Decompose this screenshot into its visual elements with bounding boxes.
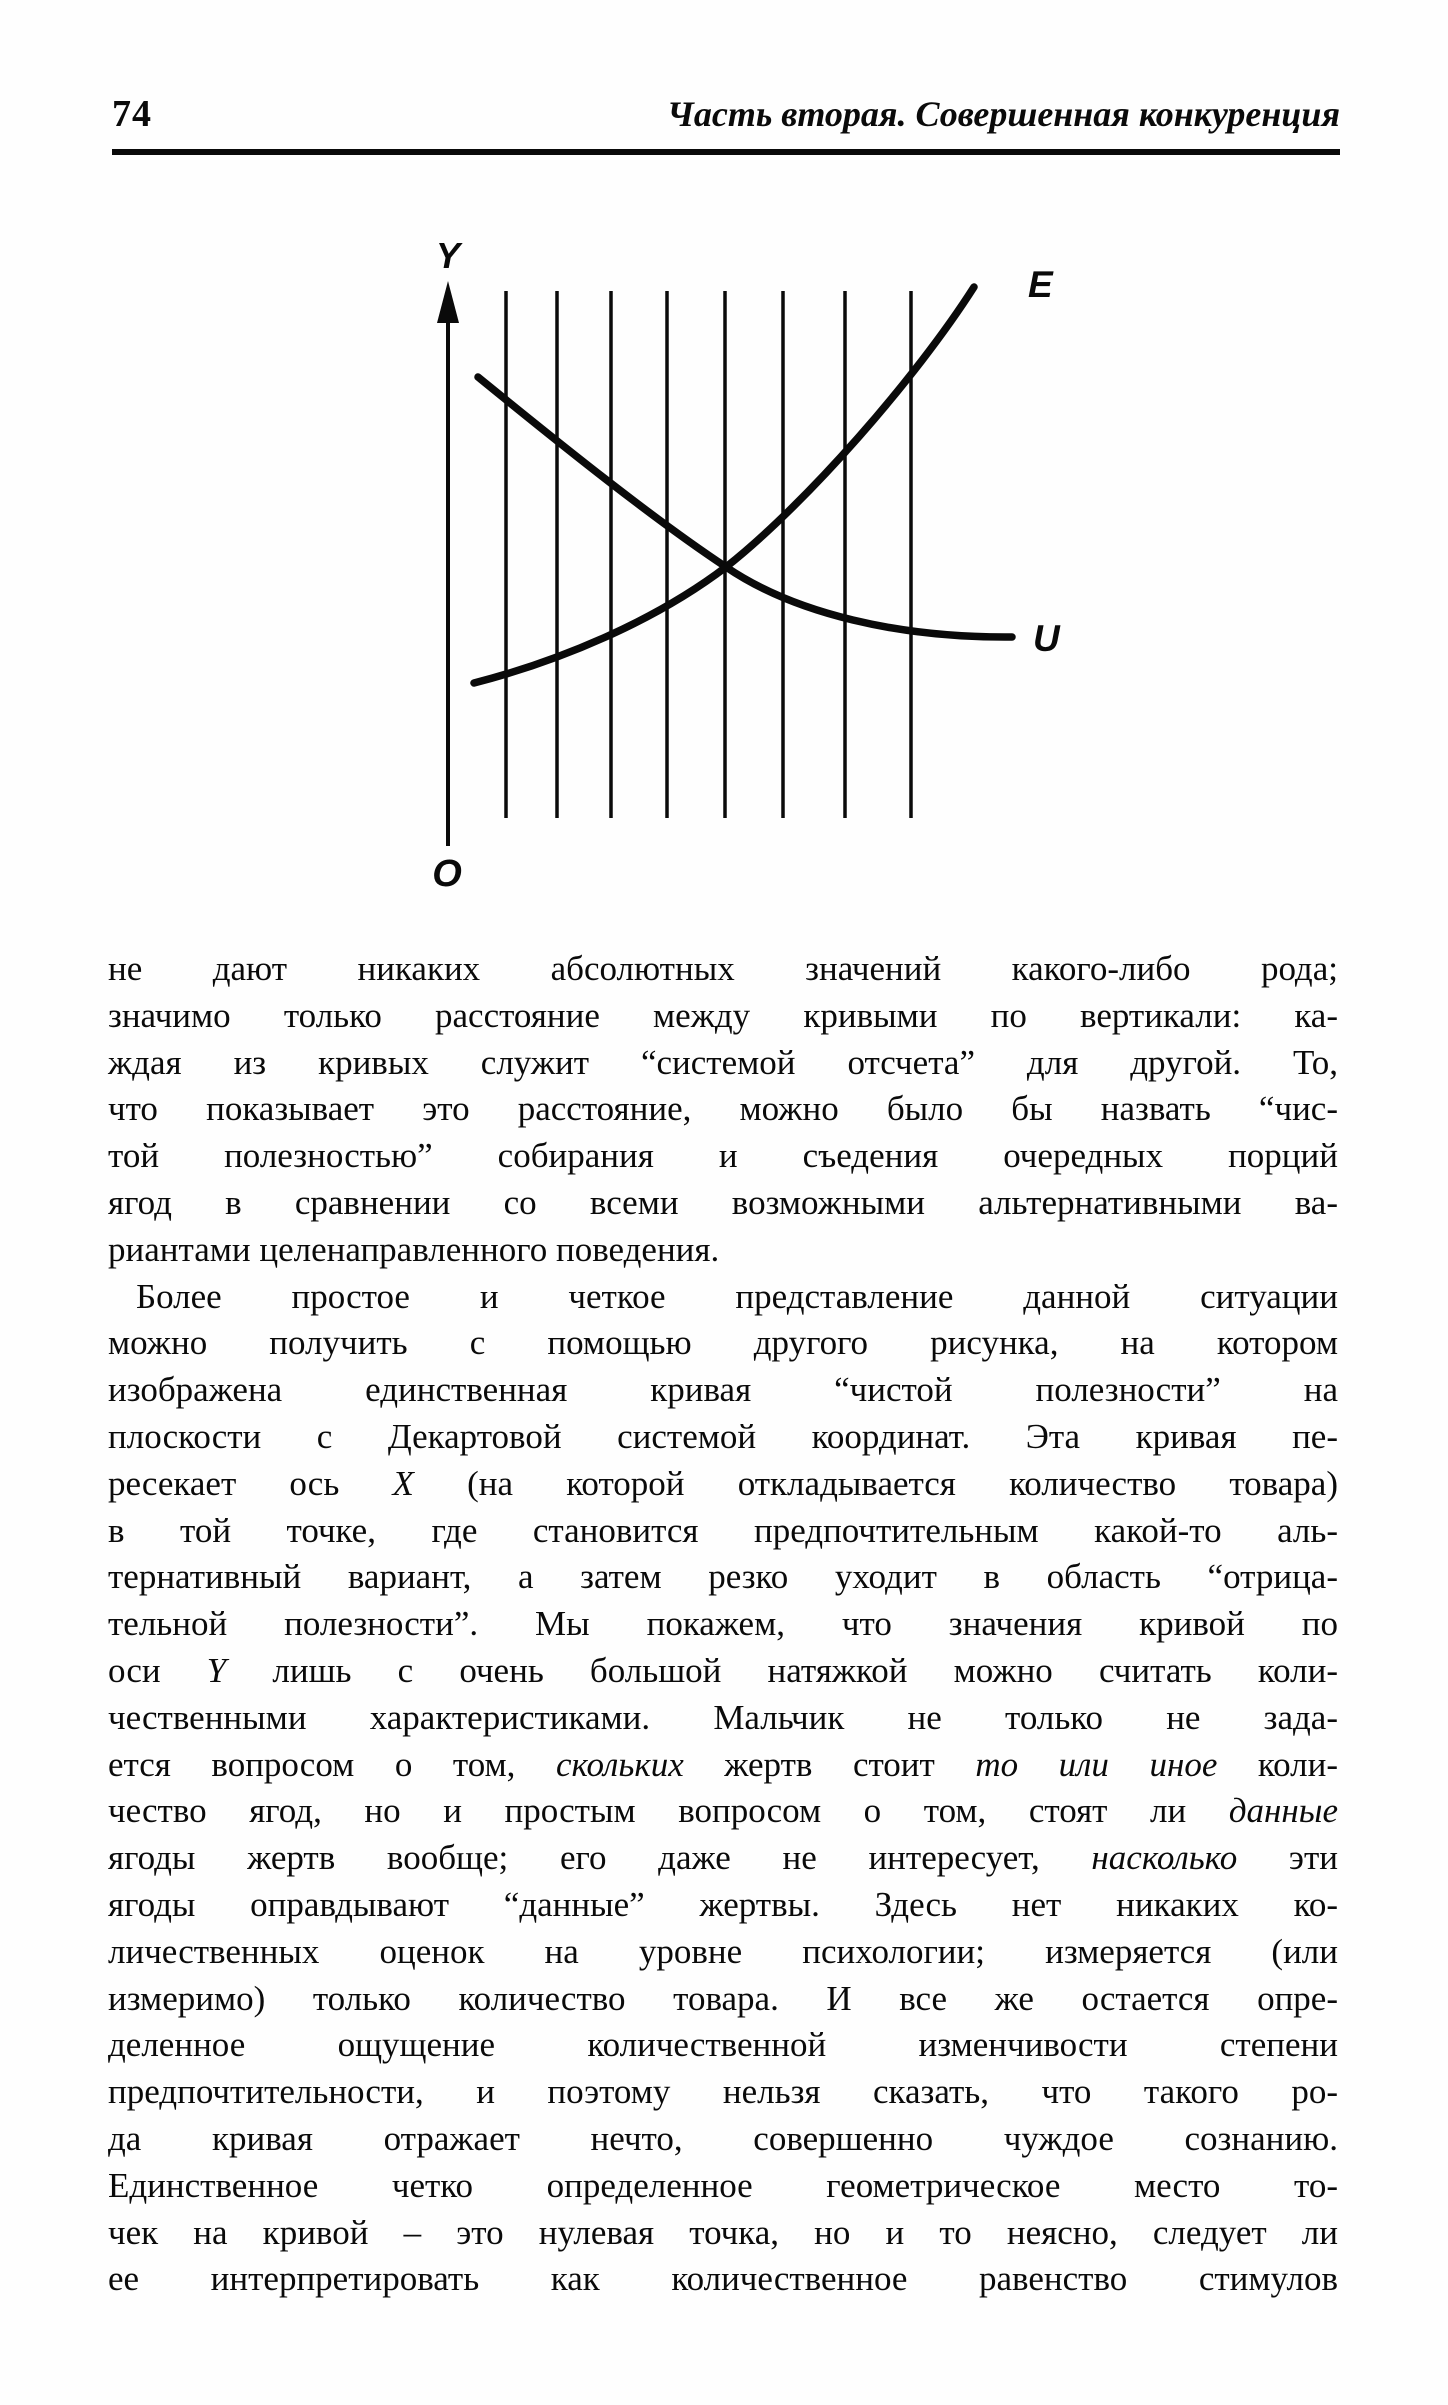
italic-text: скольких — [555, 1744, 684, 1784]
text: лишь с очень большой натяжкой можно считать коли- — [226, 1650, 1338, 1690]
text: личественных оценок на уровне психологии; измеряется (или — [108, 1931, 1338, 1971]
text: риантами целенаправленного поведения. — [108, 1229, 720, 1269]
text-line — [108, 1086, 1338, 1133]
text: плоскости с Декартовой системой координат. Эта кривая пе- — [108, 1416, 1338, 1456]
text-line — [108, 1414, 1338, 1461]
text-line — [108, 1695, 1338, 1742]
text: предпочтительности, и поэтому нельзя сказать, что такого ро- — [108, 2072, 1338, 2112]
italic-text: то или иное — [975, 1744, 1218, 1784]
body-text — [108, 946, 1338, 2303]
axis-label-y: Y — [435, 235, 461, 276]
text-line — [108, 2069, 1338, 2116]
header-rule — [112, 149, 1340, 155]
text-line — [108, 2022, 1338, 2069]
text: не дают никаких абсолютных значений какого-либо рода; — [108, 949, 1338, 988]
text-line — [108, 2116, 1338, 2163]
origin-label: O — [432, 853, 462, 895]
text: ягоды жертв вообще; его даже не интересует, — [108, 1838, 1092, 1878]
text: в той точке, где становится предпочтительным какой-то аль- — [108, 1510, 1338, 1550]
text-line — [108, 1976, 1338, 2023]
text: жертв стоит — [683, 1744, 976, 1784]
text: эти — [1237, 1838, 1338, 1878]
text-line — [108, 1461, 1338, 1508]
text: коли- — [1217, 1744, 1338, 1784]
y-axis-arrow-icon — [437, 281, 459, 323]
text: той полезностью” собирания и съедения очередных порций — [108, 1136, 1338, 1176]
italic-text: X — [392, 1463, 414, 1503]
text-line — [108, 2256, 1338, 2303]
text: ресекает ось — [108, 1463, 393, 1503]
text: тернативный вариант, а затем резко уходит в область “отрица- — [108, 1557, 1338, 1597]
text-line — [108, 1367, 1338, 1414]
text: измеримо) только количество товара. И все же остается опре- — [108, 1978, 1338, 2018]
text-line — [108, 1601, 1338, 1648]
text-line — [108, 1133, 1338, 1180]
text-line — [108, 1882, 1338, 1929]
text-line — [108, 1320, 1338, 1367]
text: Более простое и четкое представление данной ситуации — [136, 1276, 1338, 1316]
text-line — [108, 1742, 1338, 1789]
text-line — [108, 1648, 1338, 1695]
text-line — [108, 1508, 1338, 1555]
text: значимо только расстояние между кривыми по вертикали: ка- — [108, 995, 1338, 1035]
text: ее интерпретировать как количественное равенство стимулов — [108, 2259, 1338, 2299]
italic-text: Y — [206, 1650, 227, 1690]
text-line — [108, 1835, 1338, 1882]
text: ягод в сравнении со всеми возможными альтернативными ва- — [108, 1182, 1338, 1222]
italic-text: данные — [1228, 1791, 1338, 1831]
text: тельной полезности”. Мы покажем, что значения кривой по — [108, 1604, 1338, 1644]
page-header — [112, 92, 1340, 136]
text-line — [108, 1929, 1338, 1976]
text-line — [108, 1274, 1338, 1321]
text: да кривая отражает нечто, совершенно чуждое сознанию. — [108, 2118, 1338, 2158]
page-number: 74 — [112, 93, 152, 135]
text: можно получить с помощью другого рисунка, на котором — [108, 1323, 1338, 1363]
text-line — [108, 1554, 1338, 1601]
text-line — [108, 1180, 1338, 1227]
curve-label-u: U — [1033, 618, 1060, 659]
text-line — [108, 2210, 1338, 2257]
utility-curves-figure — [410, 230, 1090, 895]
text: чественными характеристиками. Мальчик не только не зада- — [108, 1697, 1338, 1737]
text: Единственное четко определенное геометрическое место то- — [108, 2165, 1338, 2205]
running-header: Часть вторая. Совершенная конкуренция — [666, 94, 1340, 134]
text: (на которой откладывается количество товара) — [413, 1463, 1338, 1503]
text: деленное ощущение количественной изменчивости степени — [108, 2025, 1338, 2065]
text: оси — [108, 1650, 207, 1690]
text-line — [108, 1040, 1338, 1087]
text-line — [108, 1788, 1338, 1835]
text-line — [108, 993, 1338, 1040]
text: ется вопросом о том, — [108, 1744, 556, 1784]
text: что показывает это расстояние, можно было бы назвать “чис- — [108, 1089, 1338, 1129]
text: чек на кривой – это нулевая точка, но и то неясно, следует ли — [108, 2212, 1338, 2252]
text: чество ягод, но и простым вопросом о том, стоят ли — [108, 1791, 1229, 1831]
text: ждая из кривых служит “системой отсчета” для другой. То, — [108, 1042, 1338, 1082]
text: ягоды оправдывают “данные” жертвы. Здесь нет никаких ко- — [108, 1884, 1338, 1924]
text-line — [108, 2163, 1338, 2210]
text-line — [108, 946, 1338, 993]
text: изображена единственная кривая “чистой полезности” на — [108, 1370, 1338, 1410]
paragraph — [108, 1274, 1338, 2304]
italic-text: насколько — [1091, 1838, 1238, 1878]
paragraph — [108, 946, 1338, 1274]
text-line — [108, 1227, 1338, 1274]
curve-label-e: E — [1028, 264, 1053, 305]
